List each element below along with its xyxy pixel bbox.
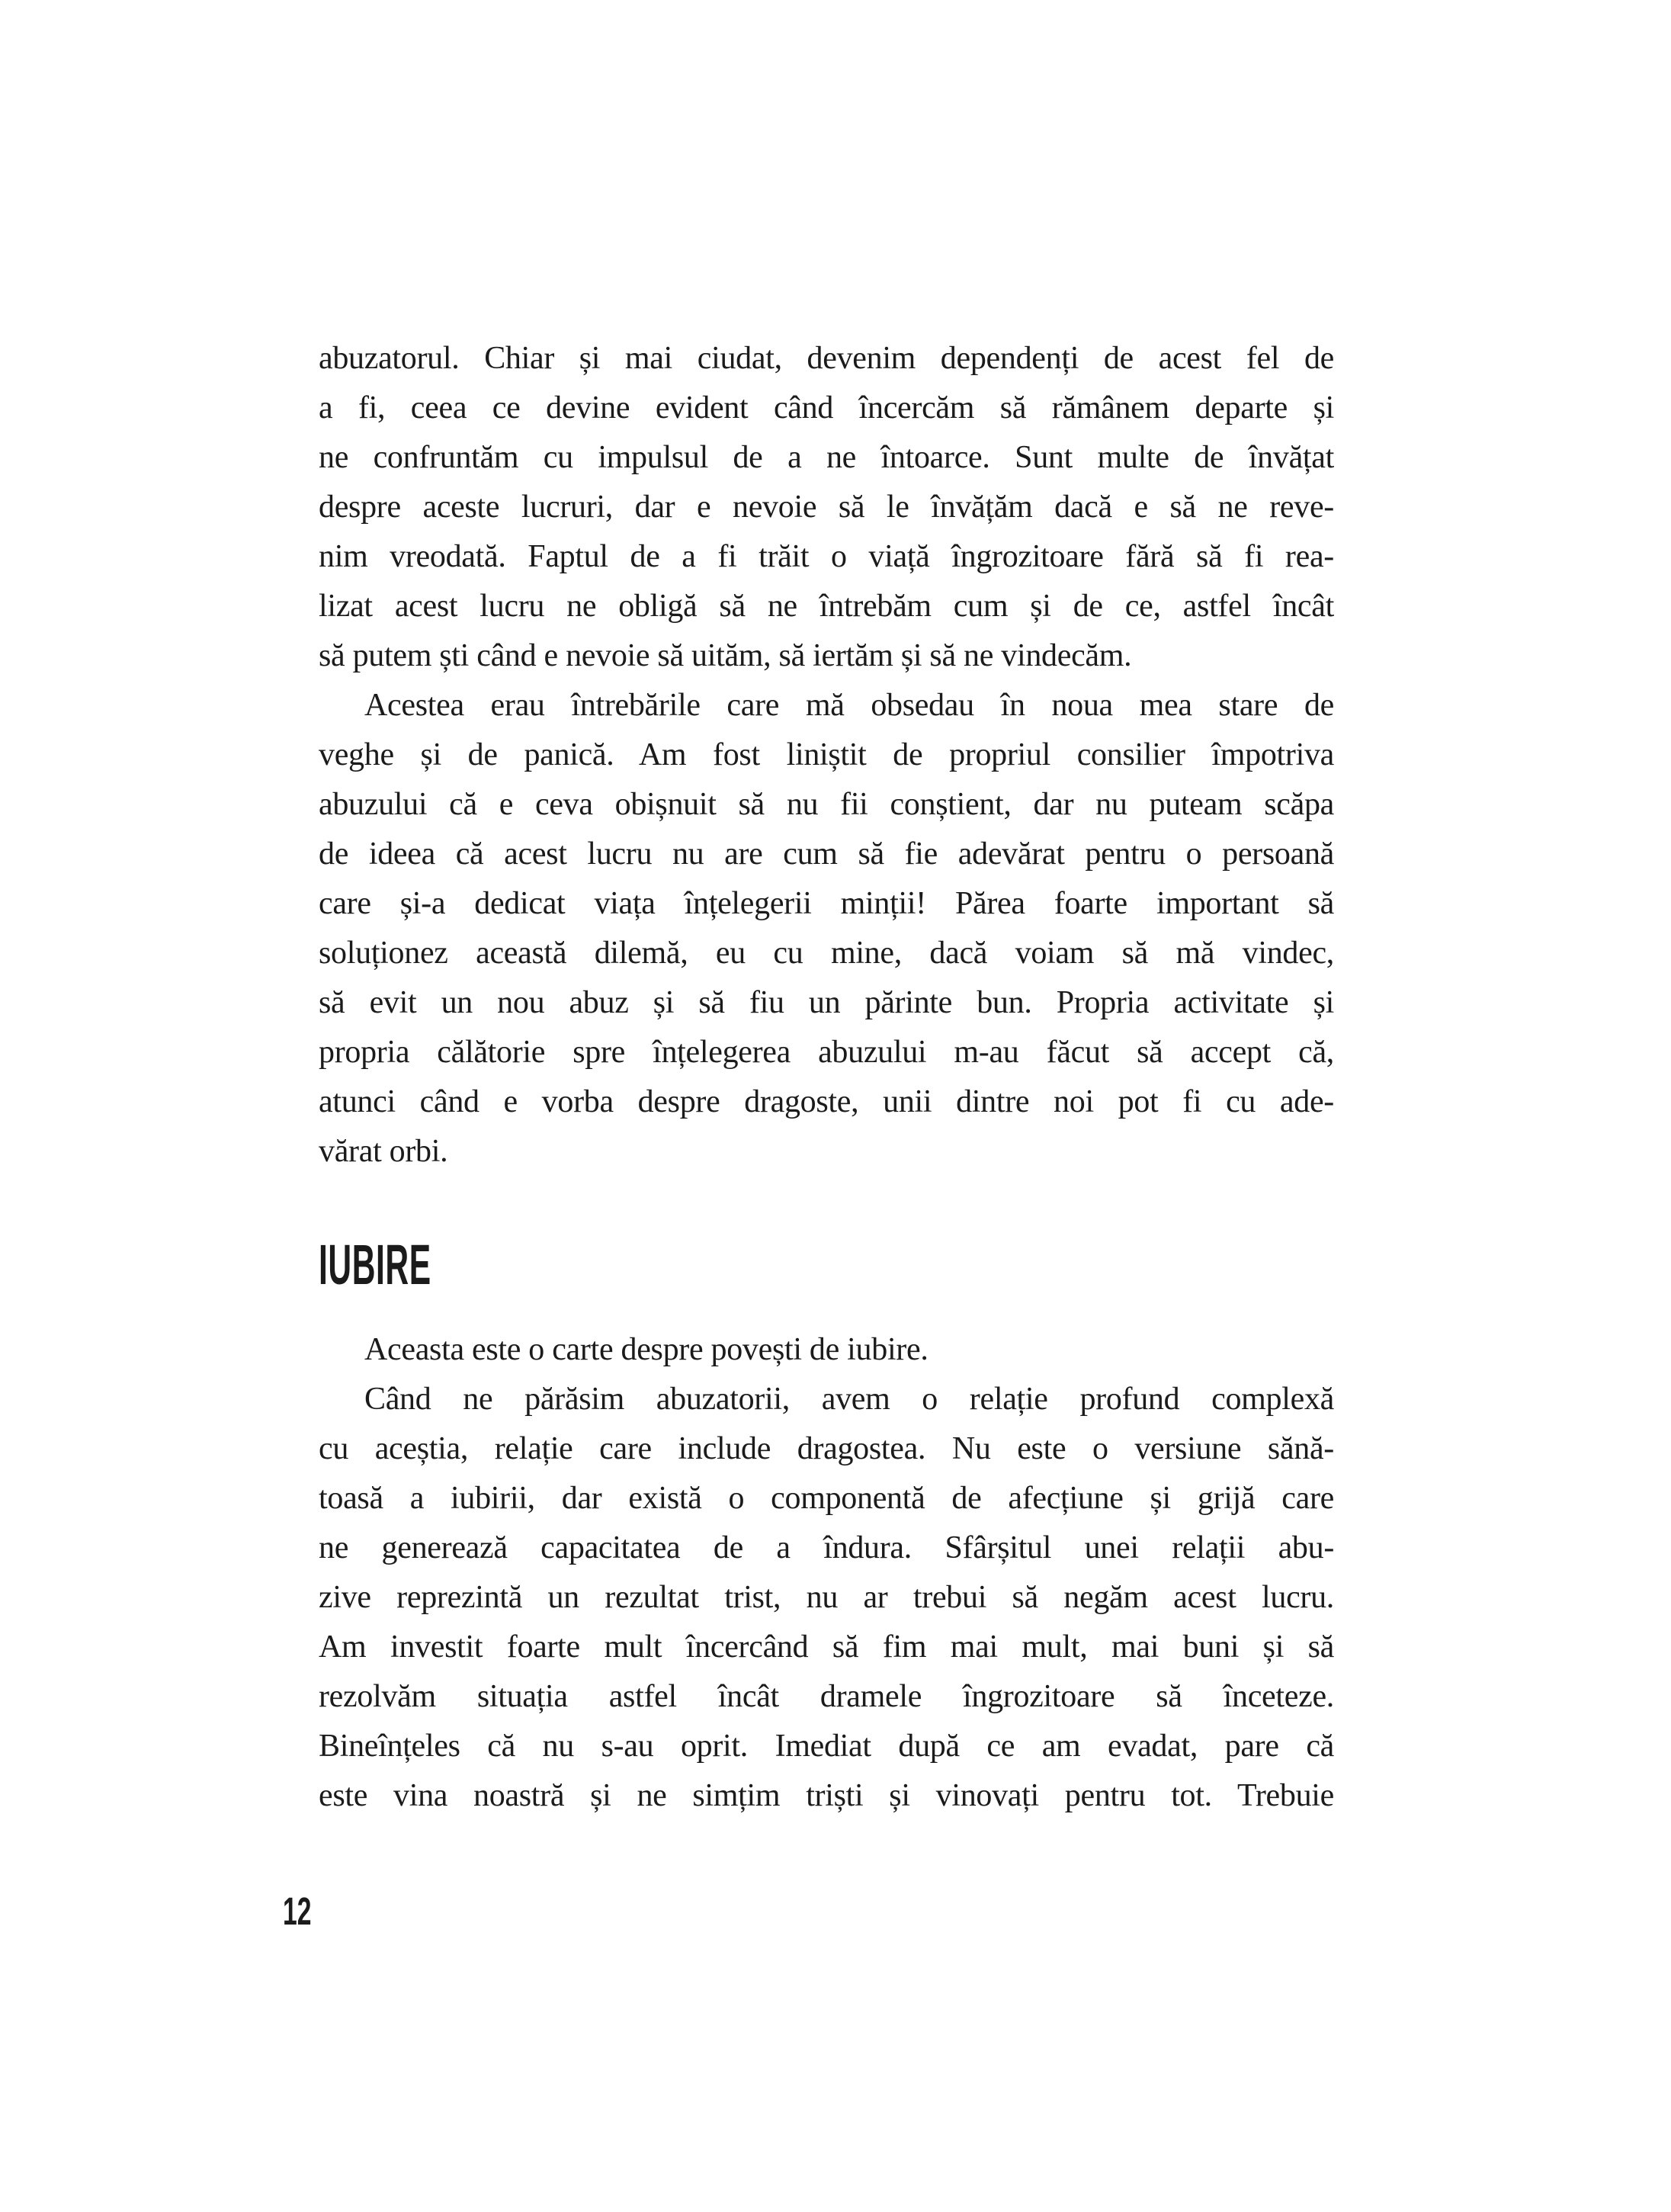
text-line: veghe și de panică. Am fost liniștit de propriul consilier împotriva (319, 737, 1334, 772)
text-line: atunci când e vorba despre dragoste, unii dintre noi pot fi cu ade- (319, 1084, 1334, 1119)
text-line: ne confruntăm cu impulsul de a ne întoarce. Sunt multe de învățat (319, 440, 1334, 475)
paragraph (319, 1375, 1334, 1821)
text-line: Aceasta este o carte despre povești de iubire. (364, 1332, 929, 1367)
body-paragraphs-bottom (319, 1325, 1334, 1821)
text-line: să evit un nou abuz și să fiu un părinte bun. Propria activitate și (319, 985, 1334, 1020)
text-line: vărat orbi. (319, 1134, 448, 1169)
body-paragraphs-top (319, 334, 1334, 1177)
text-line: nim vreodată. Faptul de a fi trăit o viață îngrozitoare fără să fi rea- (319, 539, 1334, 574)
paragraph (319, 681, 1334, 1177)
text-line: Bineînțeles că nu s-au oprit. Imediat după ce am evadat, pare că (319, 1729, 1334, 1764)
page-number (283, 1889, 326, 1933)
page-number-text: 12 (283, 1889, 312, 1933)
text-line: care și-a dedicat viața înțelegerii minții! Părea foarte important să (319, 886, 1334, 921)
section-heading (319, 1233, 515, 1296)
text-line: rezolvăm situația astfel încât dramele îngrozitoare să înceteze. (319, 1679, 1334, 1714)
text-line: a fi, ceea ce devine evident când încercăm să rămânem departe și (319, 390, 1334, 425)
text-line: lizat acest lucru ne obligă să ne întrebăm cum și de ce, astfel încât (319, 589, 1334, 624)
text-line: soluționez această dilemă, eu cu mine, dacă voiam să mă vindec, (319, 936, 1334, 971)
section-heading-text: IUBIRE (319, 1233, 431, 1296)
text-line: de ideea că acest lucru nu are cum să fie adevărat pentru o persoană (319, 836, 1334, 872)
text-line: toasă a iubirii, dar există o componentă de afecțiune și grijă care (319, 1481, 1334, 1516)
text-line: Am investit foarte mult încercând să fim mai mult, mai buni și să (319, 1629, 1334, 1665)
text-line: despre aceste lucruri, dar e nevoie să le învățăm dacă e să ne reve- (319, 490, 1334, 525)
text-line: cu aceștia, relație care include dragostea. Nu este o versiune sănă- (319, 1431, 1334, 1466)
paragraph (319, 334, 1334, 681)
text-line: propria călătorie spre înțelegerea abuzului m-au făcut să accept că, (319, 1035, 1334, 1070)
text-line: zive reprezintă un rezultat trist, nu ar trebui să negăm acest lucru. (319, 1580, 1334, 1615)
text-line: este vina noastră și ne simțim triști și vinovați pentru tot. Trebuie (319, 1778, 1334, 1813)
text-line: Când ne părăsim abuzatorii, avem o relație profund complexă (364, 1382, 1334, 1417)
text-line: abuzatorul. Chiar și mai ciudat, devenim dependenți de acest fel de (319, 341, 1334, 376)
text-line: ne generează capacitatea de a îndura. Sfârșitul unei relații abu- (319, 1530, 1334, 1565)
text-line: să putem ști când e nevoie să uităm, să iertăm și să ne vindecăm. (319, 638, 1132, 673)
paragraph (319, 1325, 1334, 1375)
text-line: abuzului că e ceva obișnuit să nu fii conștient, dar nu puteam scăpa (319, 787, 1334, 822)
text-line: Acestea erau întrebările care mă obsedau în noua mea stare de (364, 688, 1334, 723)
